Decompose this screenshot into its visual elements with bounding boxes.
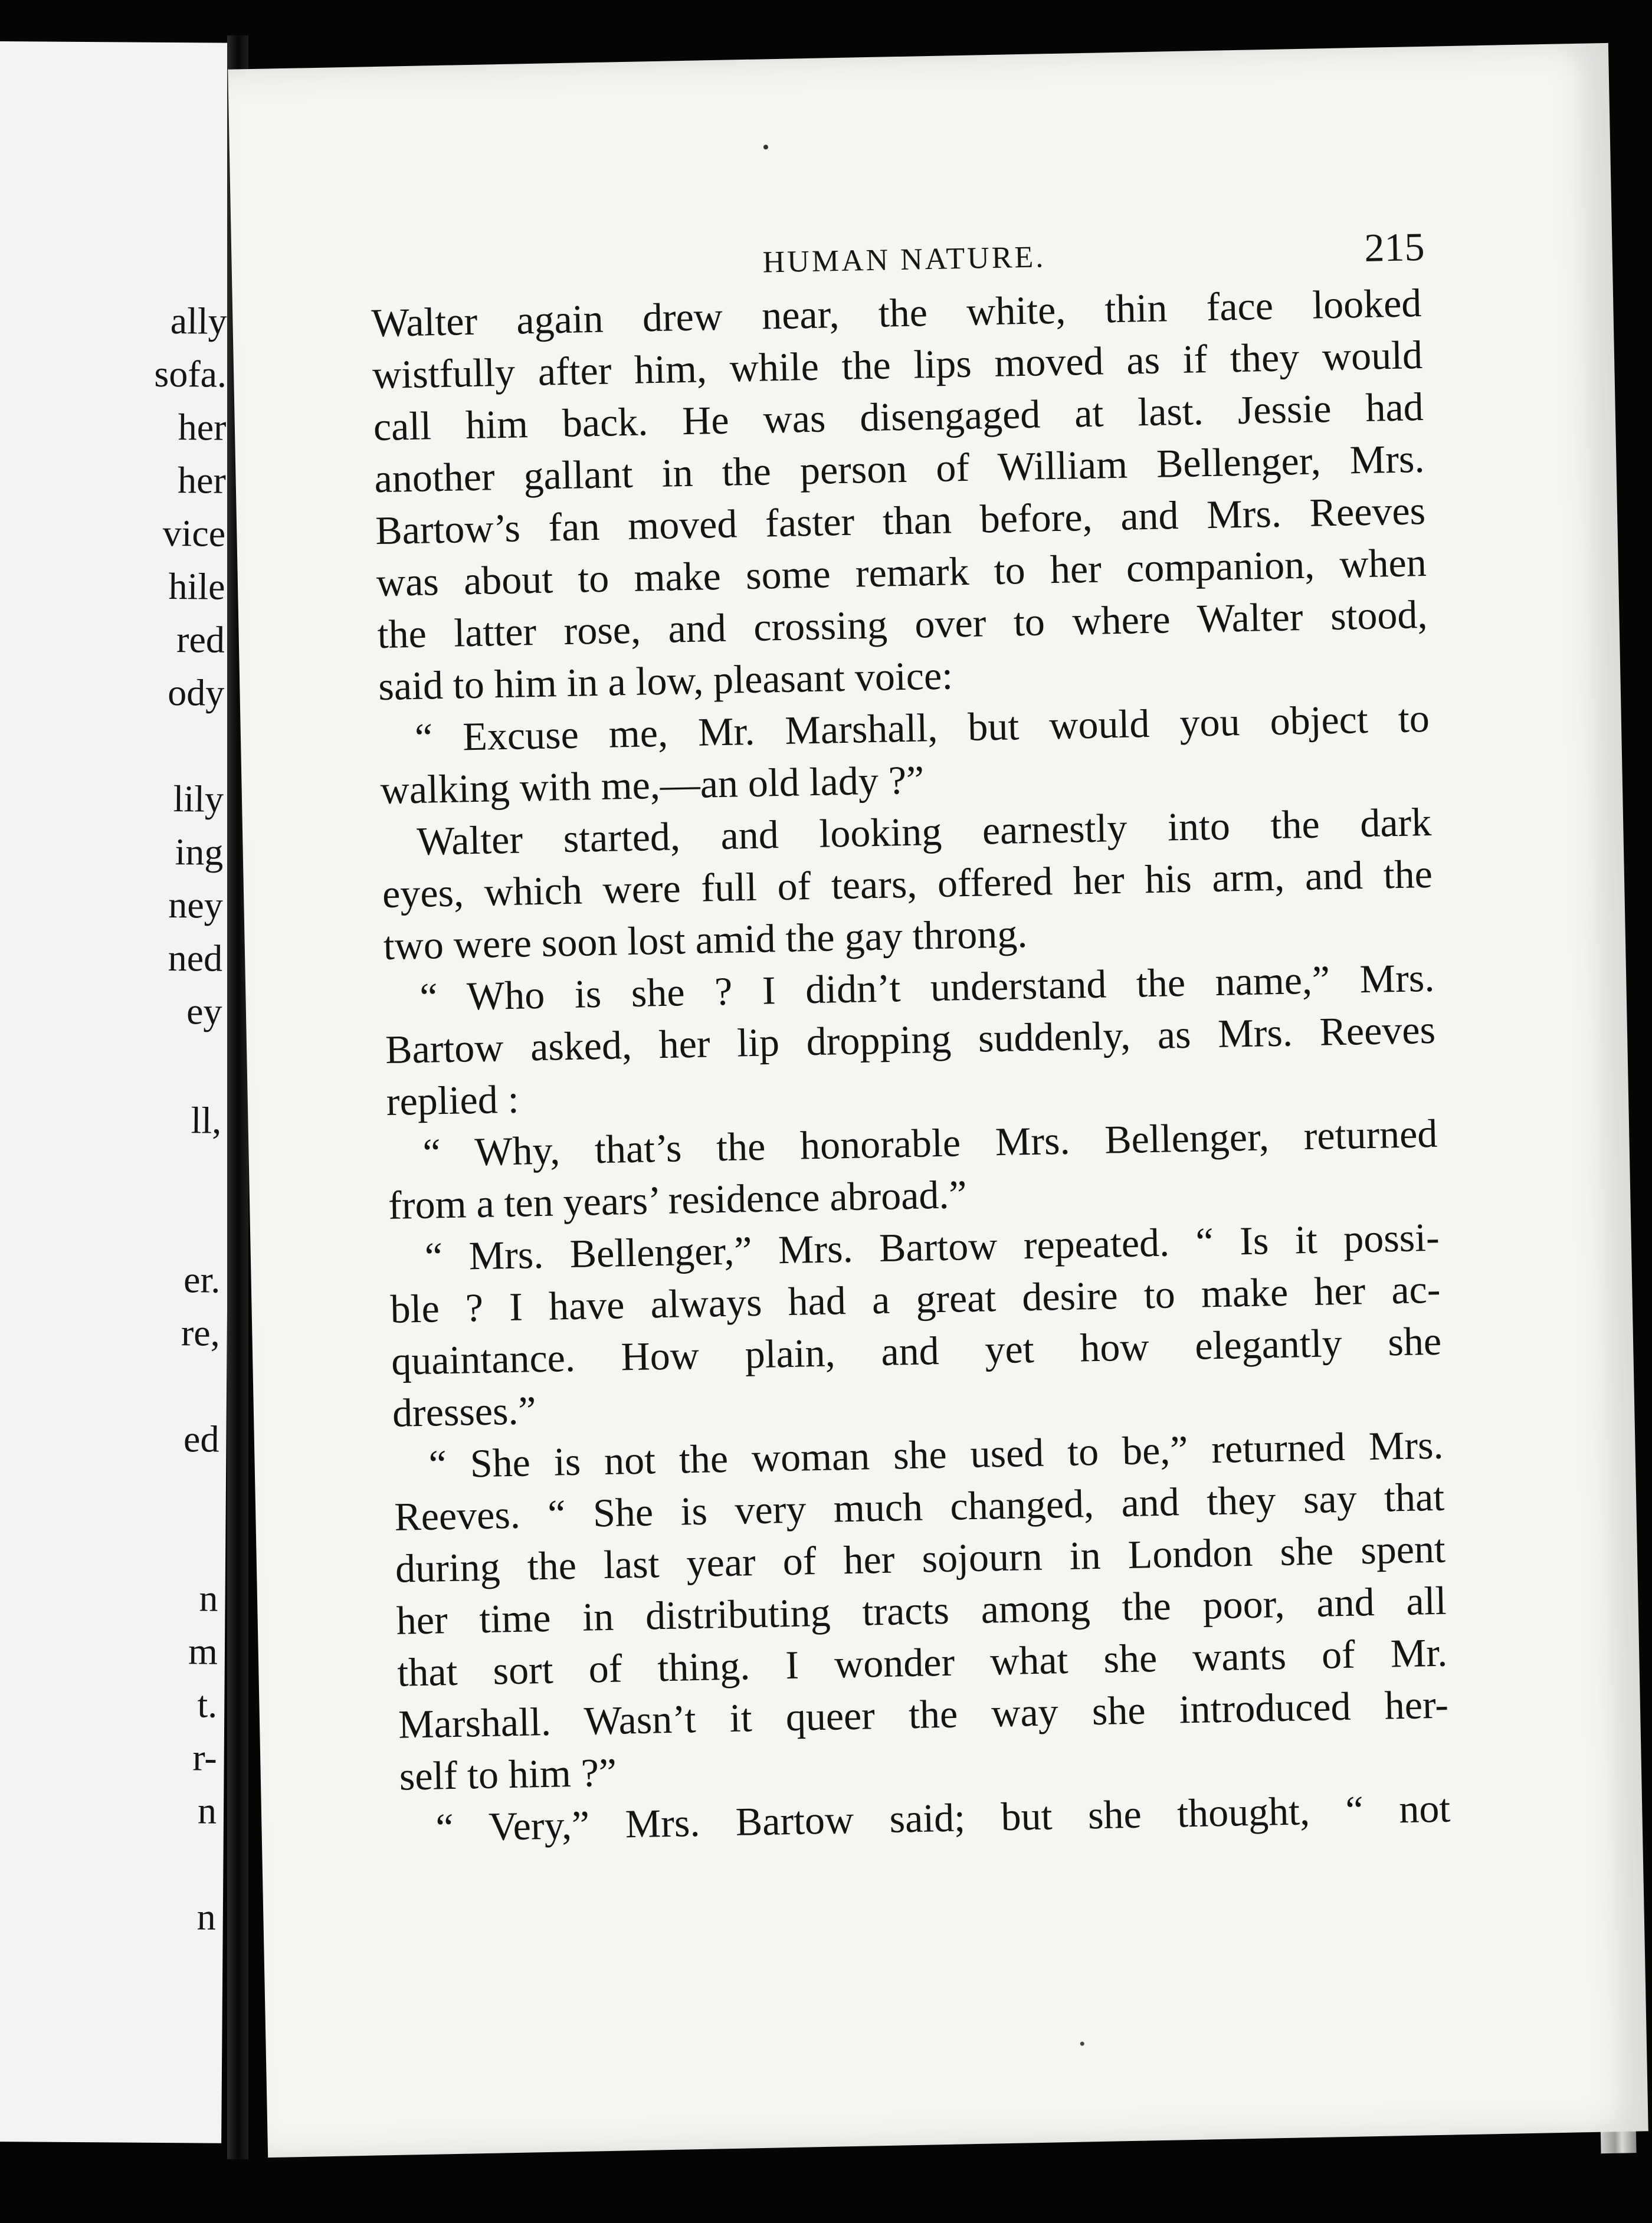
text-line: said to him in a low, pleasant voice: <box>378 653 953 709</box>
text-line: her time in distributing tracts among the poor, and all <box>396 1578 1447 1643</box>
text-line: ble ? I have always had a great desire to make her ac- <box>389 1266 1441 1332</box>
page-number: 215 <box>1363 224 1425 270</box>
text-line: replied : <box>386 1076 520 1124</box>
left-page-fragment: er. <box>183 1258 221 1301</box>
left-page-fragment: re, <box>181 1311 220 1354</box>
left-page-fragment: her <box>178 406 227 448</box>
left-page-fragment: ney <box>168 884 224 926</box>
left-page-fragment: n <box>197 1789 217 1832</box>
text-line: quaintance. How plain, and yet how elegantly she <box>391 1318 1442 1383</box>
text-line: “ Very,” Mrs. Bartow said; but she thought, “ not <box>435 1785 1451 1850</box>
body-text <box>371 277 1451 1854</box>
left-page-fragment: lily <box>173 778 224 820</box>
text-line: during the last year of her sojourn in London she spent <box>395 1526 1446 1591</box>
left-page-fragment: red <box>176 618 225 661</box>
text-line: two were soon lost amid the gay throng. <box>383 911 1028 968</box>
left-page-fragment: n <box>199 1577 218 1619</box>
left-page-fragment: ey <box>186 990 222 1032</box>
text-line: from a ten years’ residence abroad.” <box>388 1172 968 1228</box>
text-line: Bartow asked, her lip dropping suddenly, as Mrs. Reeves <box>385 1006 1436 1072</box>
left-page-fragment: sofa. <box>154 352 227 395</box>
text-line: wistfully after him, while the lips moved as if they would <box>372 332 1423 398</box>
text-line: walking with me,—an old lady ?” <box>379 757 925 813</box>
text-line: “ Who is she ? I didn’t understand the name,” Mrs. <box>419 955 1435 1019</box>
text-line: call him back. He was disengaged at last. Jessie had <box>373 383 1424 450</box>
left-page-fragment: ody <box>168 671 225 714</box>
text-line: Bartow’s fan moved faster than before, and Mrs. Reeves <box>375 487 1426 553</box>
text-line: was about to make some remark to her companion, when <box>376 539 1427 605</box>
book-page <box>228 43 1648 2158</box>
text-line: “ She is not the woman she used to be,” returned Mrs. <box>428 1422 1444 1487</box>
text-line: “ Mrs. Bellenger,” Mrs. Bartow repeated. “ Is it possi- <box>424 1214 1440 1279</box>
text-line: another gallant in the person of William Bellenger, Mrs. <box>373 435 1425 501</box>
text-line: Walter started, and looking earnestly into the dark <box>416 799 1432 864</box>
left-page-fragment: m <box>188 1630 218 1673</box>
left-page-fragment: hile <box>168 565 225 608</box>
text-line: the latter rose, and crossing over to where Walter stood, <box>376 591 1428 657</box>
text-line: eyes, which were full of tears, offered her his arm, and the <box>382 851 1433 917</box>
previous-page-strip <box>0 41 236 2143</box>
left-page-fragment: her <box>177 459 227 501</box>
left-page-fragment: ing <box>175 831 224 873</box>
ink-speck <box>763 145 768 149</box>
left-page-fragment: ned <box>168 937 223 979</box>
left-page-fragment: ed <box>183 1418 219 1460</box>
left-page-fragment: n <box>196 1896 217 1938</box>
text-line: Walter again drew near, the white, thin face looked <box>371 280 1422 346</box>
text-line: “ Excuse me, Mr. Marshall, but would you object to <box>414 695 1430 760</box>
text-line: that sort of thing. I wonder what she wants of Mr. <box>396 1629 1448 1695</box>
left-page-fragment: t. <box>197 1683 218 1726</box>
left-page-fragment: r- <box>192 1736 217 1779</box>
ink-speck <box>1080 2042 1084 2046</box>
text-line: “ Why, that’s the honorable Mrs. Bellenger, returned <box>422 1110 1438 1175</box>
left-page-fragment: ally <box>170 300 227 342</box>
text-line: Reeves. “ She is very much changed, and they say that <box>394 1474 1445 1539</box>
left-page-fragment: vice <box>162 512 226 555</box>
running-head: HUMAN NATURE. <box>762 240 1046 280</box>
text-line: dresses.” <box>392 1388 537 1435</box>
text-line: Marshall. Wasn’t it queer the way she introduced her- <box>398 1681 1449 1747</box>
left-page-fragment: ll, <box>191 1099 222 1142</box>
text-line: self to him ?” <box>399 1749 617 1799</box>
